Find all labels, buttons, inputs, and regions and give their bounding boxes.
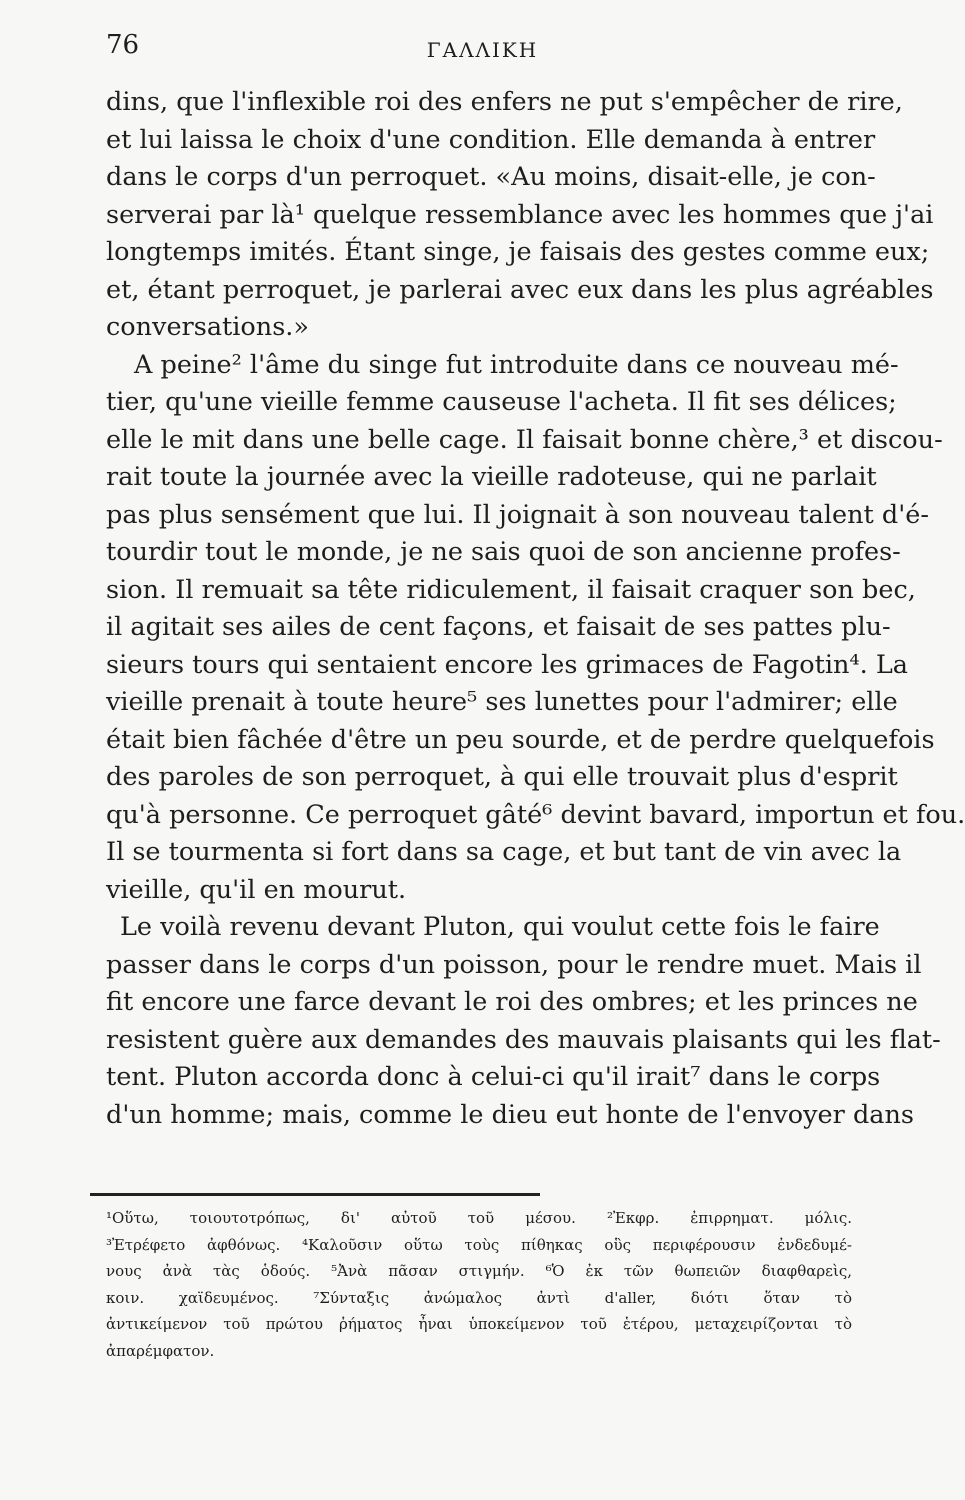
text-line: elle le mit dans une belle cage. Il faisait bonne chère,³ et discou-: [106, 424, 943, 455]
text-line: longtemps imités. Étant singe, je faisais des gestes comme eux;: [106, 237, 930, 267]
text-line: sion. Il remuait sa tête ridiculement, il faisait craquer son bec,: [106, 574, 916, 605]
text-line: vieille prenait à toute heure⁵ ses lunettes pour l'admirer; elle: [106, 687, 898, 717]
text-line: il agitait ses ailes de cent façons, et faisait de ses pattes plu-: [106, 612, 891, 642]
text-line: Il se tourmenta si fort dans sa cage, et but tant de vin avec la: [106, 837, 902, 867]
footnote-divider: [90, 1193, 540, 1196]
text-line: serverai par là¹ quelque ressemblance avec les hommes que j'ai: [106, 199, 934, 230]
text-line: sieurs tours qui sentaient encore les grimaces de Fagotin⁴. La: [106, 649, 908, 680]
text-line: conversations.»: [106, 312, 310, 342]
footnote-line: κοιν. χαϊδευμένος. ⁷Σύνταξις ἀνώμαλος ἀντὶ d'aller, διότι ὅταν τὸ: [106, 1288, 852, 1307]
text-line: tier, qu'une vieille femme causeuse l'acheta. Il fit ses délices;: [106, 387, 897, 417]
text-line: passer dans le corps d'un poisson, pour le rendre muet. Mais il: [106, 949, 922, 980]
text-line: rait toute la journée avec la vieille radoteuse, qui ne parlait: [106, 462, 877, 492]
text-line: dins, que l'inflexible roi des enfers ne put s'empêcher de rire,: [106, 87, 903, 117]
footnote-line: ³Ἐτρέφετο ἀφθόνως. ⁴Καλοῦσιν οὕτω τοὺς πίθηκας οὓς περιφέρουσιν ἐνδεδυμέ-: [106, 1235, 852, 1254]
footnotes: [106, 1205, 852, 1364]
page-header: [106, 30, 859, 70]
text-line: qu'à personne. Ce perroquet gâté⁶ devint bavard, importun et fou.: [106, 799, 965, 830]
text-line: vieille, qu'il en mourut.: [106, 874, 407, 905]
text-line: A peine² l'âme du singe fut introduite dans ce nouveau mé-: [134, 349, 899, 380]
main-text: [106, 84, 965, 1134]
text-line: était bien fâchée d'être un peu sourde, et de perdre quelquefois: [106, 724, 935, 755]
footnote-line: ἀντικείμενον τοῦ πρώτου ῥήματος ἦναι ὑποκείμενον τοῦ ἑτέρου, μεταχειρίζονται τὸ: [106, 1315, 852, 1333]
footnote-line: νους ἀνὰ τὰς ὁδούς. ⁵Ἀνὰ πᾶσαν στιγμήν. ⁶Ὁ ἐκ τῶν θωπειῶν διαφθαρεὶς,: [106, 1262, 852, 1280]
page-number: 76: [106, 30, 140, 60]
text-line: tent. Pluton accorda donc à celui-ci qu'il irait⁷ dans le corps: [106, 1062, 881, 1092]
footnote-line: ¹Οὕτω, τοιουτοτρόπως, δι' αὐτοῦ τοῦ μέσου. ²Ἐκφρ. ἐπιρρηματ. μόλις.: [106, 1209, 852, 1227]
running-head: ΓΑΛΛΙΚΗ: [426, 38, 539, 62]
footnote-line: ἀπαρέμφατον.: [106, 1341, 215, 1360]
text-line: d'un homme; mais, comme le dieu eut honte de l'envoyer dans: [106, 1099, 914, 1130]
text-line: dans le corps d'un perroquet. «Au moins, disait-elle, je con-: [106, 162, 876, 192]
text-line: pas plus sensément que lui. Il joignait à son nouveau talent d'é-: [106, 499, 929, 530]
text-line: des paroles de son perroquet, à qui elle trouvait plus d'esprit: [106, 762, 898, 792]
text-line: tourdir tout le monde, je ne sais quoi de son ancienne profes-: [106, 537, 901, 567]
text-line: et, étant perroquet, je parlerai avec eux dans les plus agréables: [106, 274, 934, 305]
text-line: et lui laissa le choix d'une condition. Elle demanda à entrer: [106, 124, 876, 155]
text-line: resistent guère aux demandes des mauvais plaisants qui les flat-: [106, 1024, 941, 1055]
text-line: fit encore une farce devant le roi des ombres; et les princes ne: [106, 987, 918, 1017]
text-line: Le voilà revenu devant Pluton, qui voulut cette fois le faire: [120, 912, 880, 942]
